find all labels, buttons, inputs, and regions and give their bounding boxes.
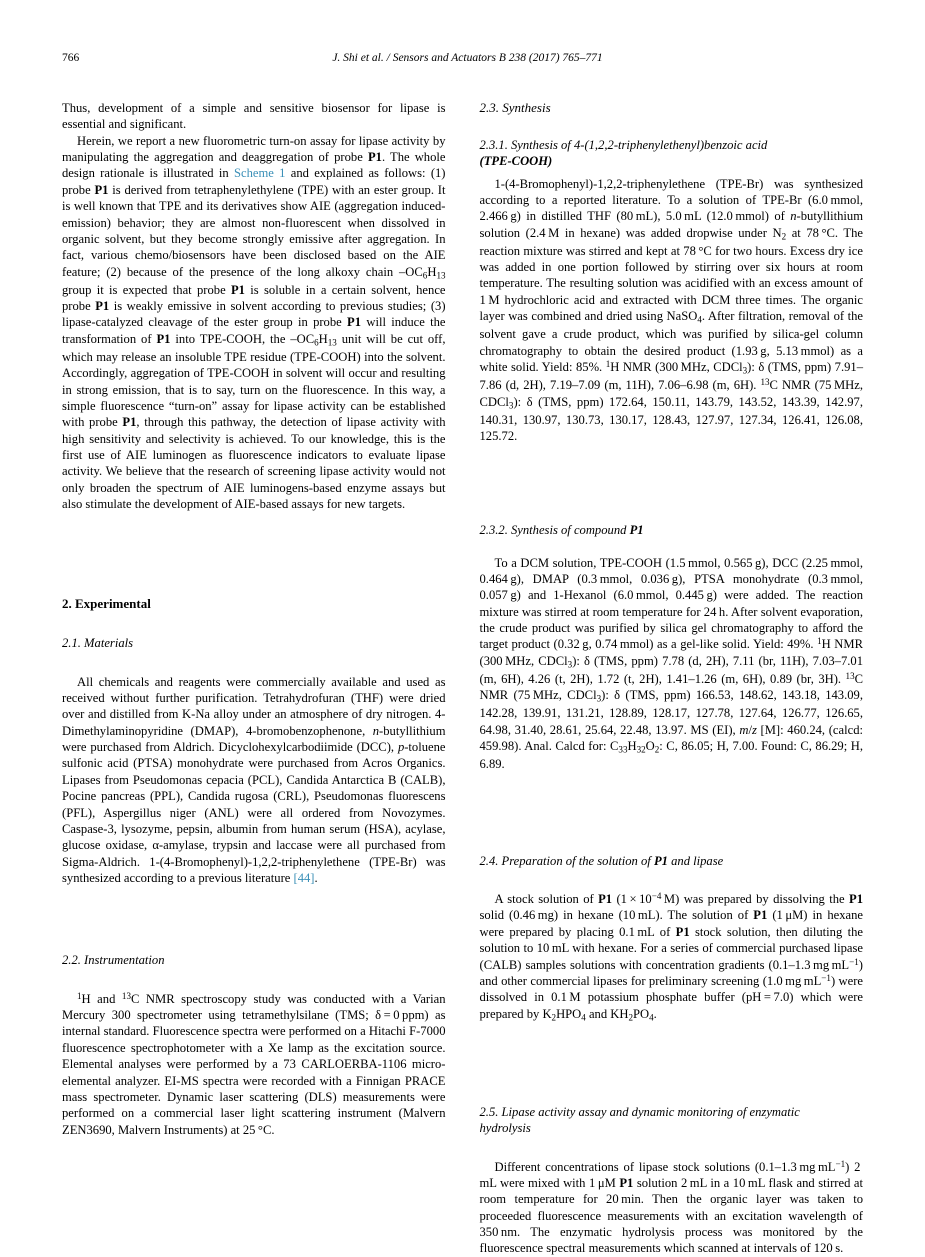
subsection-heading-instrumentation: 2.2. Instrumentation: [62, 953, 165, 968]
page-number: 766: [62, 52, 80, 64]
subsubsection-231-title: 2.3.1. Synthesis of 4-(1,2,2-triphenylethenyl)benzoic acid: [479, 137, 768, 152]
paragraph-lipase-assay: Different concentrations of lipase stock solutions (0.1–1.3 mg $mL^{-1}$) 2 mL were mixed with 1 μM P1 solution 2 mL in a 10 mL flask and stirred at room temperature for 20 min. Then the organic layer was taken to proceeded fluorescence measurements with an excitation wavelength of 350 nm. The enzymatic hydrolysis process was monitored by the fluorescence spectral measurements which scanned at intervals of 120 s.: [479, 1158, 863, 1256]
citation-44-link[interactable]: [44]: [293, 870, 315, 885]
subsection-25-title-a: 2.5. Lipase activity assay and dynamic monitoring of enzymatic: [479, 1104, 800, 1119]
paragraph-design-rationale: Herein, we report a new fluorometric turn-on assay for lipase activity by manipulating the aggregation and deaggregation of probe P1. The whole design rationale is illustrated in Scheme 1 and explained as follows: (1) probe P1 is derived from tetraphenylethylene (TPE) with an ester group. It is well known that TPE and its derivatives show AIE (aggregation induced-emission) behavior; they are almost non-fluorescent when dissolved in organic solvent, but they become strongly emissive after aggregation. In fact, various chemo/biosensors have been disclosed based on the AIE feature; (2) because of the presence of the long alkoxy chain $-OC_6H_{13}$ group it is expected that probe P1 is soluble in a certain solvent, hence probe P1 is weakly emissive in solvent according to previous studies; (3) lipase-catalyzed cleavage of the ester group in probe P1 will induce the transformation of P1 into TPE-COOH, the $-OC_6H_{13}$ unit will be cut off, which may release an insoluble TPE residue (TPE-COOH) into the solvent. Accordingly, aggregation of TPE-COOH in solvent will occur and resulting in strong emission, that is to say, turn on the fluorescence. In this way, a simple fluorescence “turn-on” assay for lipase activity can be established with probe P1, through this pathway, the detection of lipase activity with high sensitivity and selectivity is achieved. To our knowledge, this is the first use of AIE luminogen as fluorescence indicators to evaluate lipase activity. We believe that the research of screening lipase activity would not only broaden the spectrum of AIE luminogens-based enzyme assays but also stimulate the development of AIE-based assays for new targets.: [62, 133, 446, 512]
subsection-heading-synthesis: 2.3. Synthesis: [479, 100, 551, 115]
two-column-body: [62, 100, 863, 1257]
subsubsection-heading-231: [480, 137, 864, 170]
running-head: [62, 52, 863, 70]
subsection-heading-25: [480, 1104, 864, 1137]
journal-reference: J. Shi et al. / Sensors and Actuators B 238 (2017) 765–771: [332, 52, 603, 64]
paragraph-solution-preparation: A stock solution of P1 ($1 \times 10^{-4}$ M) was prepared by dissolving the P1 solid (0.46 mg) in hexane (10 mL). The solution of P1 (1 μM) in hexane were prepared by placing 0.1 mL of P1 stock solution, then diluting the solution to 10 mL with hexane. For a series of commercial purchased lipase (CALB) samples solutions with concentration gradients (0.1–1.3 mg $mL^{-1}$) and other commercial lipases for preliminary screening (1.0 mg $mL^{-1}$) were dissolved in 0.1 M potassium phosphate buffer (pH = 7.0) which were prepared by $K_2HPO_4$ and $KH_2PO_4$.: [479, 890, 864, 1022]
section-heading-experimental: 2. Experimental: [62, 596, 151, 612]
subsection-24-title-b: and lipase: [667, 853, 724, 868]
paragraph-synthesis-tpe-cooh: 1-(4-Bromophenyl)-1,2,2-triphenylethene (TPE-Br) was synthesized according to a reported literature. To a solution of TPE-Br (6.0 mmol, 2.466 g) in distilled THF (80 mL), 5.0 mL (12.0 mmol) of n-butyllithium solution (2.4 M in hexane) was added dropwise under $N_2$ at 78 °C. The reaction mixture was stirred and kept at 78 °C for two hours. Excess dry ice was added in one portion followed by stirring over six hours at room temperature. The resulting solution was acidified with an excess amount of 1 M hydrochloric acid and extracted with DCM three times. The organic layer was combined and dried using NaSO$_4$. After filtration, removal of the solvent gave a crude product, which was purified by silica-gel column chromatography to obtain the desired product (1.93 g, 5.13 mmol) as a white solid. Yield: 85%. $^1$H NMR (300 MHz, CDCl$_3$): δ (TMS, ppm) 7.91–7.86 (d, 2H), 7.19–7.09 (m, 11H), 7.06–6.98 (m, 6H). $^{13}$C NMR (75 MHz, CDCl$_3$): δ (TMS, ppm) 172.64, 150.11, 143.79, 143.52, 143.39, 142.97, 140.31, 130.97, 130.73, 130.17, 128.43, 127.97, 127.34, 126.41, 126.08, 125.72.: [479, 176, 863, 443]
subsubsection-232-compound: P1: [629, 523, 644, 538]
subsection-heading-materials: 2.1. Materials: [62, 636, 134, 651]
scheme-1-link[interactable]: Scheme 1: [233, 166, 286, 181]
paragraph-instrumentation: $^1$H and $^{13}$C NMR spectroscopy study was conducted with a Varian Mercury 300 spectrometer using tetramethylsilane (TMS; δ = 0 ppm) as internal standard. Fluorescence spectra were performed on a Hitachi F-7000 fluorescence spectrophotometer with a Xe lamp as the excitation source. Elemental analyses were performed by a 73 CARLOERBA-1106 micro-elemental analyzer. EI-MS spectra were recorded with a Finnigan PRACE mass spectrometer. Dynamic laser scattering (DLS) measurements were performed on a commercial laser light scattering instrument (Malvern ZEN3690, Malvern Instruments) at 25 °C.: [62, 990, 446, 1137]
left-column: [62, 100, 446, 1138]
subsection-24-title-a: 2.4. Preparation of the solution of: [479, 853, 654, 868]
paragraph-intro-continued: Thus, development of a simple and sensitive biosensor for lipase is essential and significant.: [62, 101, 446, 132]
subsubsection-231-compound: (TPE-COOH): [479, 154, 553, 169]
subsection-24-compound: P1: [653, 853, 668, 868]
paragraph-materials: All chemicals and reagents were commercially available and used as received without further purification. Tetrahydrofuran (THF) were dried over and distilled from K-Na alloy under an atmosphere of dry nitrogen. 4-Dimethylaminopyridine (DMAP), 4-bromobenzophenone, n-butyllithium were purchased from Aldrich. Dicyclohexylcarbodiimide (DCC), p-toluene sulfonic acid (PTSA) monohydrate were purchased from Acros Organics. Lipases from Pseudomonas cepacia (PCL), Candida Antarctica B (CALB), Pocine pancreas (PPL), Candida rugosa (CRL), Pseudomonas fluorescens (PFL), Aspergillus niger (ANL) were all ordered from Novozymes. Caspase-3, lysozyme, pepsin, albumin from human serum (HSA), acylase, glucose oxidase, α-amylase, trypsin and laccase were all purchased from Sigma-Aldrich. 1-(4-Bromophenyl)-1,2,2-triphenylethene (TPE-Br) was synthesized according to a previous literature [44].: [62, 674, 446, 885]
subsubsection-heading-232: [480, 522, 864, 538]
subsection-heading-24: [480, 853, 864, 869]
subsubsection-232-title: 2.3.2. Synthesis of compound: [479, 523, 630, 538]
paragraph-synthesis-p1: To a DCM solution, TPE-COOH (1.5 mmol, 0.565 g), DCC (2.25 mmol, 0.464 g), DMAP (0.3 mmol, 0.036 g), PTSA monohydrate (0.3 mmol, 0.057 g) and 1-Hexanol (6.0 mmol, 0.445 g) were added. The reaction mixture was stirred at room temperature for 24 h. After solvent evaporation, the crude product was purified by silica gel chromatography to afford the target product (0.32 g, 0.74 mmol) as a gel-like solid. Yield: 49%. $^1$H NMR (300 MHz, CDCl$_3$): δ (TMS, ppm) 7.78 (d, 2H), 7.11 (br, 11H), 7.03–7.01 (m, 6H), 4.26 (t, 2H), 1.72 (t, 2H), 1.41–1.26 (m, 6H), 0.89 (br, 3H). $^{13}$C NMR (75 MHz, CDCl$_3$): δ (TMS, ppm) 166.53, 148.62, 143.18, 143.09, 142.28, 139.91, 131.21, 128.89, 128.17, 127.78, 127.64, 126.77, 126.65, 64.98, 31.40, 28.61, 25.64, 22.48, 13.97. MS (EI), m/z [M]: 460.24, (calcd: 459.98). Anal. Calcd for: $C_{33}H_{32}O_2$: C, 86.05; H, 7.00. Found: C, 86.29; H, 6.89.: [479, 555, 863, 772]
right-column: [480, 100, 864, 1257]
subsection-25-title-b: hydrolysis: [479, 1121, 531, 1136]
